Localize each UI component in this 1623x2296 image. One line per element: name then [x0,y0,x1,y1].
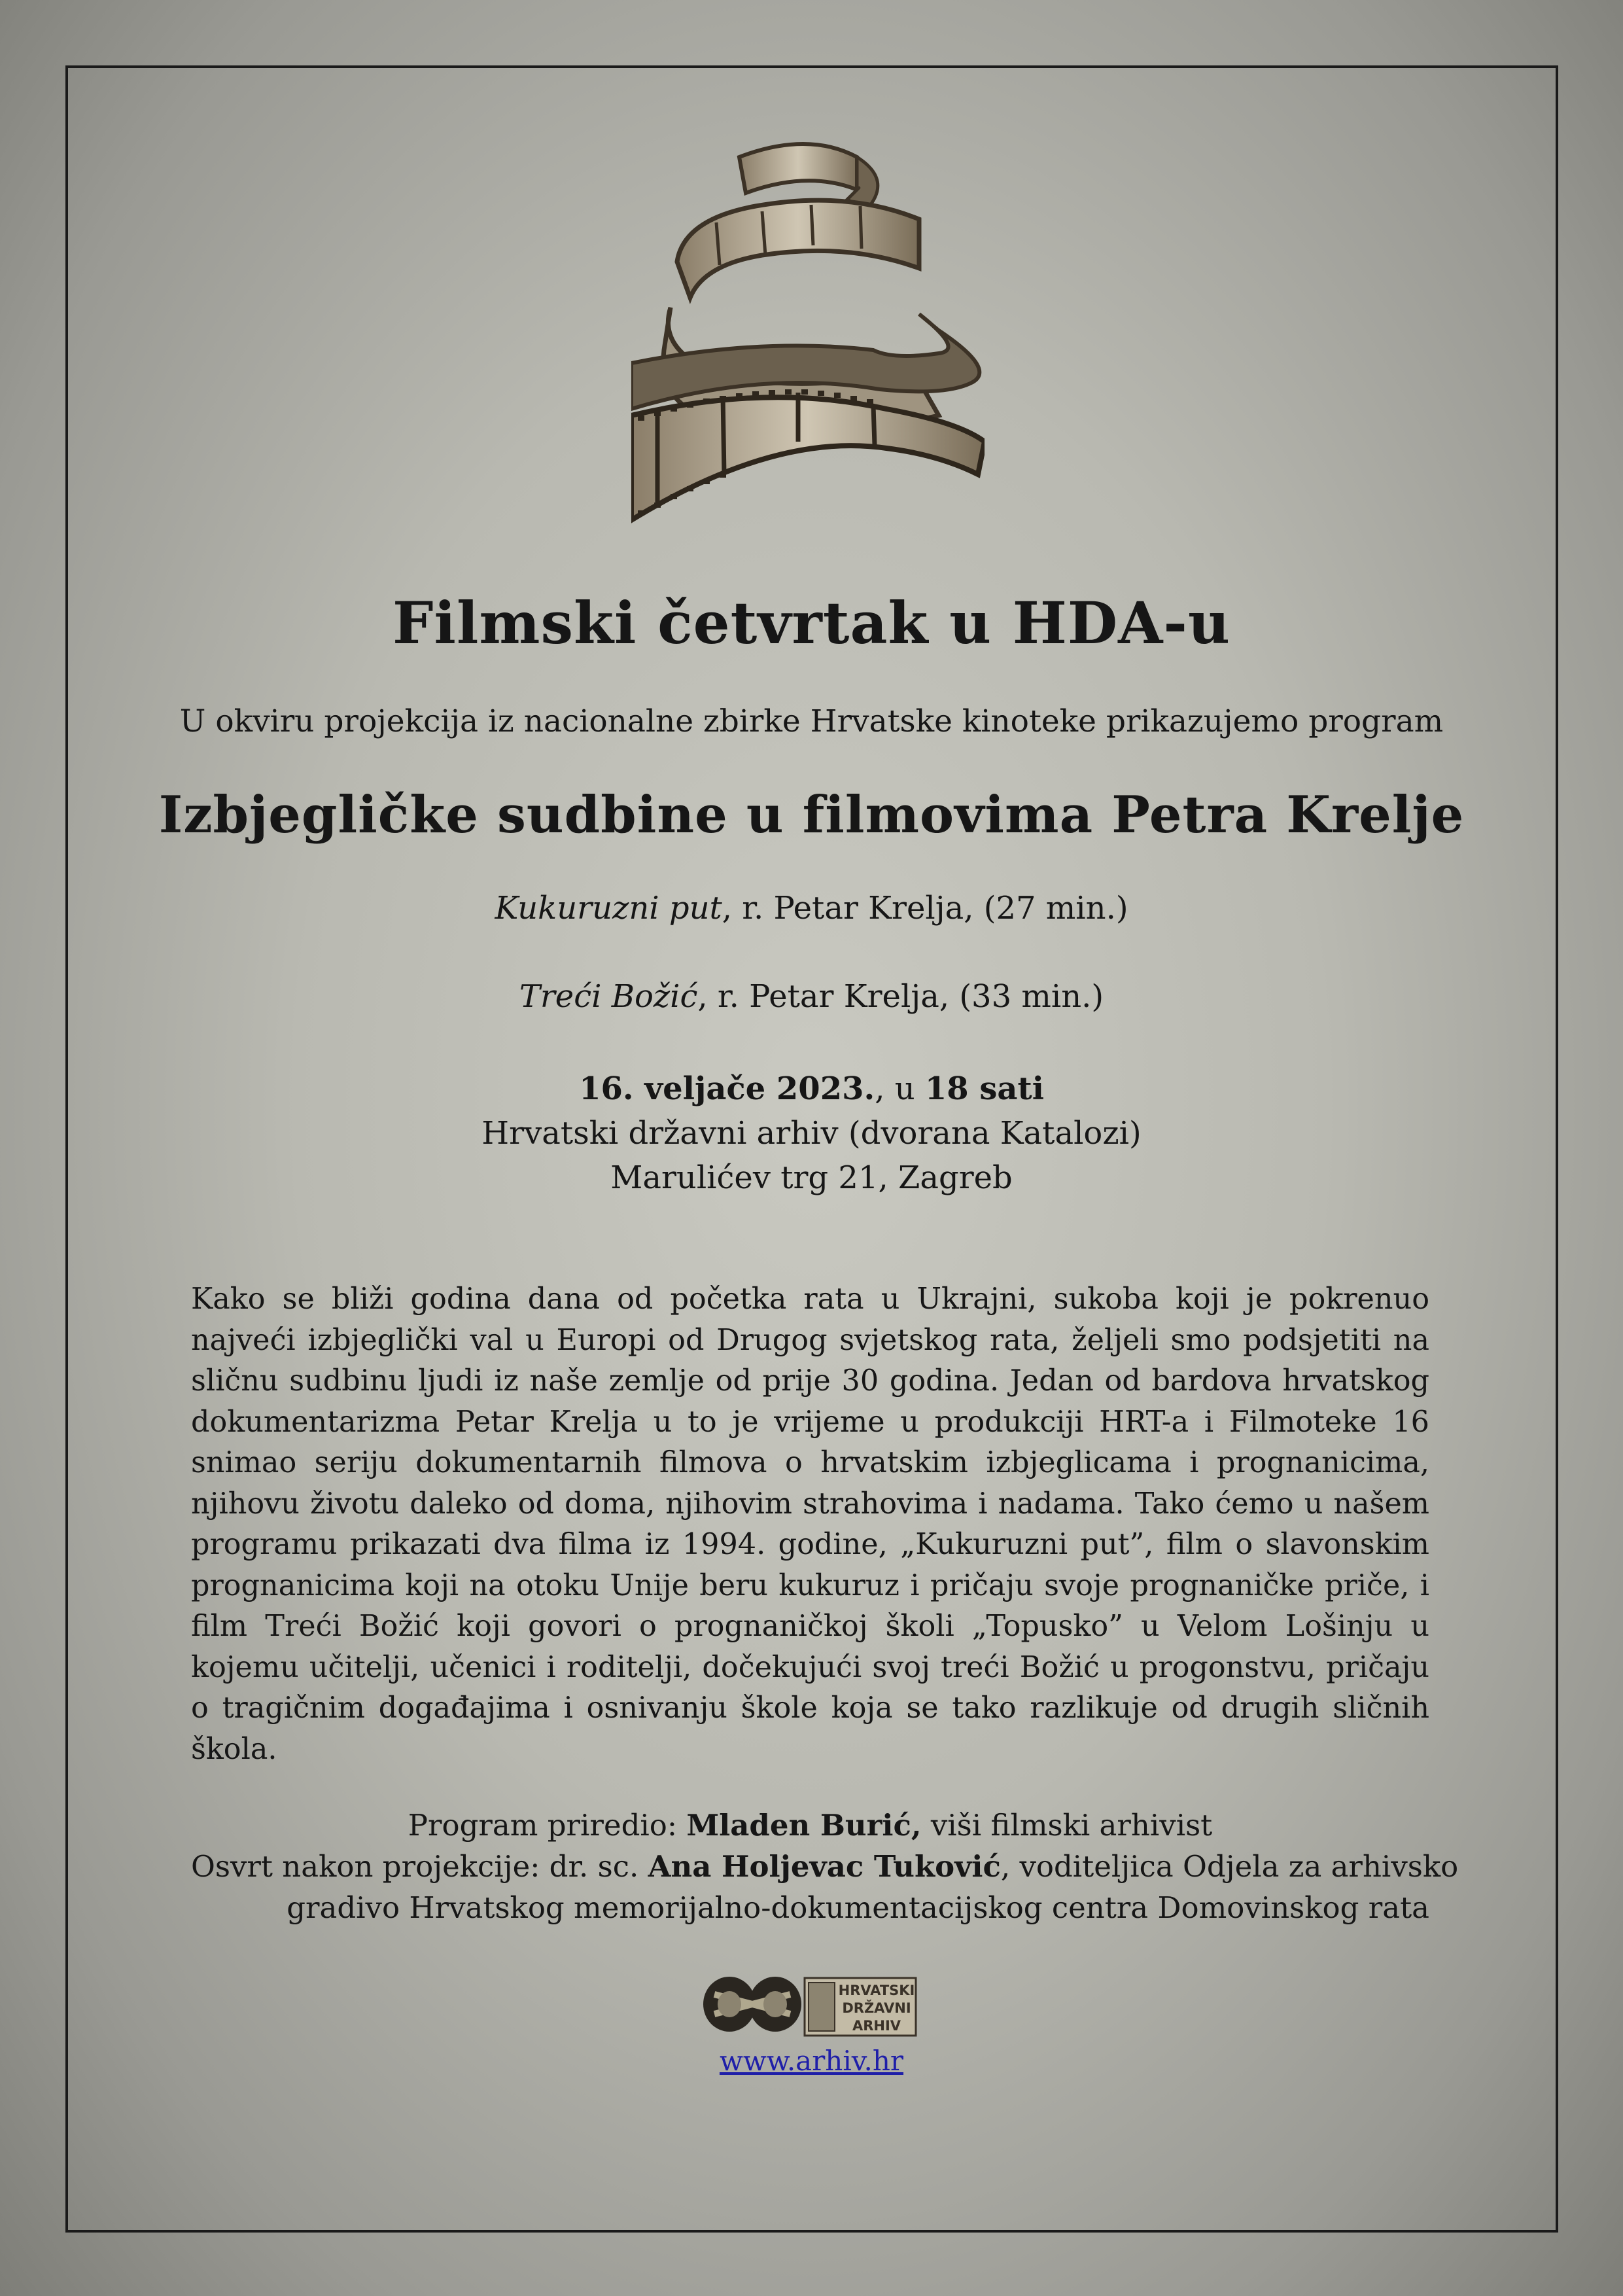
film-title: Kukuruzni put [495,890,722,927]
description-paragraph: Kako se bliži godina dana od početka rata u Ukrajni, sukoba koji je pokrenuo najveći izbjeglički val u Europi od Drugog svjetskog rata, željeli smo podsjetiti na sličnu sudbinu ljudi iz naše zemlje od prije 30 godina. Jedan od bardova hrvatskog dokumentarizma Petar Krelja u to je vrijeme u produkciji HRT-a i Filmoteke 16 snimao seriju dokumentarnih filmova o hrvatskim izbjeglicama i prognanicima, njihovu životu daleko od doma, njihovim strahovima i nadama. Tako ćemo u našem programu prikazati dva filma iz 1994. godine, „Kukuruzni put”, film o slavonskim prognanicima koji na otoku Unije beru kukuruz i pričaju svoje prognaničke priče, i film Treći Božić koji govori o prognaničkoj školi „Topusko” u Velom Lošinju u kojemu učitelji, učenici i roditelji, dočekujući svoj treći Božić u progonstvu, pričaju o tragičnim događajima i osnivanju škole koja se tako razlikuje od drugih sličnih škola. [191,1282,1429,1766]
film-strip-icon [631,134,985,527]
credit-name: Mladen Burić, [686,1808,922,1843]
credit-role: , voditeljica Odjela za arhivsko [1000,1849,1459,1884]
program-credit [191,1805,1429,1846]
event-venue: Hrvatski državni arhiv (dvorana Katalozi) [481,1115,1142,1152]
archive-emblem-icon [703,1977,801,2032]
film-entry [0,978,1623,1015]
event-address: Marulićev trg 21, Zagreb [610,1159,1013,1196]
event-datetime [0,1067,1623,1111]
credits [191,1805,1459,1928]
review-credit-continued: gradivo Hrvatskog memorijalno-dokumentacijskog centra Domovinskog rata [287,1890,1429,1925]
credit-label: Osvrt nakon projekcije: dr. sc. [191,1849,648,1884]
logo-line: DRŽAVNI [842,2000,911,2016]
logo-line: HRVATSKI [838,1983,915,1998]
credit-role: viši filmski arhivist [921,1808,1213,1843]
film-entry [0,890,1623,927]
film-title: Treći Božić [519,978,698,1015]
review-credit [191,1846,1459,1887]
intro-text: U okviru projekcija iz nacionalne zbirke Hrvatske kinoteke prikazujemo program [179,703,1444,739]
event-date: 16. veljače 2023. [579,1070,875,1107]
website-link[interactable]: www.arhiv.hr [719,2045,904,2077]
credit-name: Ana Holjevac Tuković [648,1849,1001,1884]
film-details: , r. Petar Krelja, (33 min.) [697,978,1104,1015]
event-time: 18 sati [924,1070,1044,1107]
event-info [0,1067,1623,1200]
hda-logo [700,1968,922,2040]
credit-label: Program priredio: [408,1808,687,1843]
program-subtitle: Izbjegličke sudbine u filmovima Petra Krelje [158,785,1465,845]
page-title: Filmski četvrtak u HDA-u [393,589,1230,657]
film-details: , r. Petar Krelja, (27 min.) [722,890,1128,927]
logo-line: ARHIV [852,2018,901,2034]
event-connector: , u [875,1070,925,1107]
